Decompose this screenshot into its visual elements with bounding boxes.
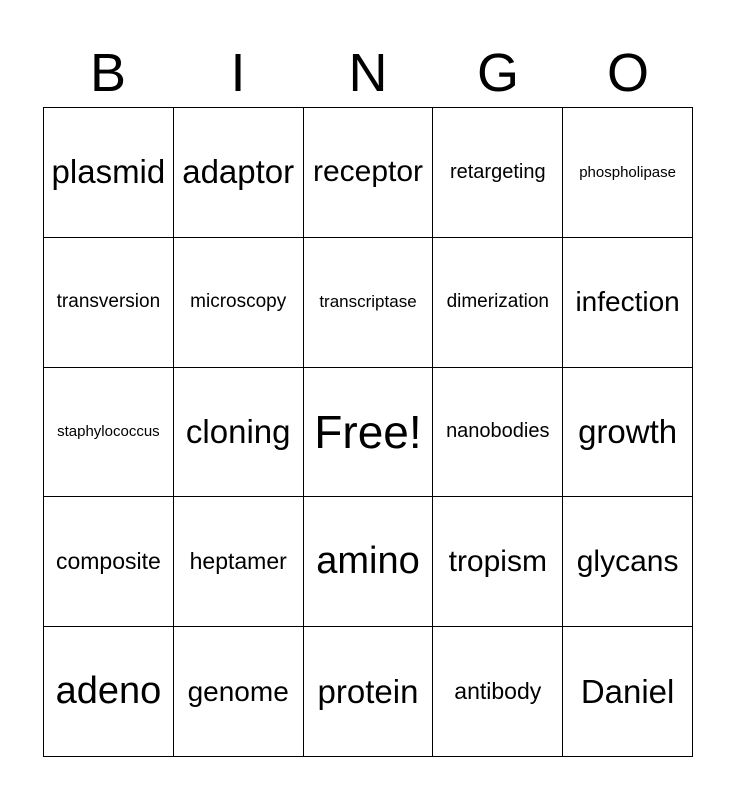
cell-label: Daniel [580,672,675,710]
bingo-cell[interactable] [44,627,174,757]
cell-label: Free! [314,405,422,458]
bingo-cell[interactable] [174,238,304,368]
bingo-cell[interactable] [433,108,563,238]
cell-label: growth [578,412,678,450]
cell-label: receptor [312,155,424,189]
cell-label: adaptor [182,153,295,191]
cell-label: tropism [448,544,547,578]
bingo-cell[interactable] [44,108,174,238]
cell-label: transcriptase [319,292,417,312]
bingo-cell[interactable] [174,108,304,238]
cell-label: heptamer [189,548,287,575]
cell-label: staphylococcus [57,423,160,441]
header-letter-b: B [89,43,127,103]
cell-label: genome [187,675,289,707]
bingo-cell[interactable] [563,238,693,368]
bingo-cell[interactable] [304,627,434,757]
bingo-cell[interactable] [174,627,304,757]
cell-label: dimerization [446,291,549,313]
cell-label: transversion [56,291,161,313]
cell-label: amino [316,540,420,583]
header-letter-n: N [348,43,388,103]
bingo-cell[interactable] [433,627,563,757]
cell-label: composite [55,548,161,575]
bingo-cell[interactable] [304,108,434,238]
bingo-cell[interactable] [433,497,563,627]
bingo-cell[interactable] [174,368,304,498]
cell-label: nanobodies [446,420,550,443]
cell-label: infection [575,286,680,318]
bingo-cell[interactable] [174,497,304,627]
header-letter-g: G [476,43,519,103]
bingo-cell[interactable] [563,627,693,757]
bingo-cell[interactable] [44,368,174,498]
bingo-cell[interactable] [433,368,563,498]
cell-label: microscopy [190,291,287,313]
bingo-cell[interactable] [563,368,693,498]
bingo-cell-free[interactable] [304,368,434,498]
bingo-cell[interactable] [44,238,174,368]
header-letter-o: O [606,43,649,103]
cell-label: glycans [576,544,679,578]
bingo-cell[interactable] [44,497,174,627]
cell-label: antibody [454,678,542,705]
bingo-cell[interactable] [563,108,693,238]
bingo-cell[interactable] [563,497,693,627]
header-letter-i: I [230,43,246,103]
cell-label: protein [317,672,419,710]
cell-label: plasmid [51,153,166,191]
cell-label: retargeting [449,160,546,183]
cell-label: cloning [185,412,291,450]
bingo-cell[interactable] [433,238,563,368]
cell-label: adeno [55,670,162,713]
bingo-board [43,107,693,757]
bingo-cell[interactable] [304,238,434,368]
bingo-header [43,38,693,108]
cell-label: phospholipase [579,163,676,181]
bingo-cell[interactable] [304,497,434,627]
